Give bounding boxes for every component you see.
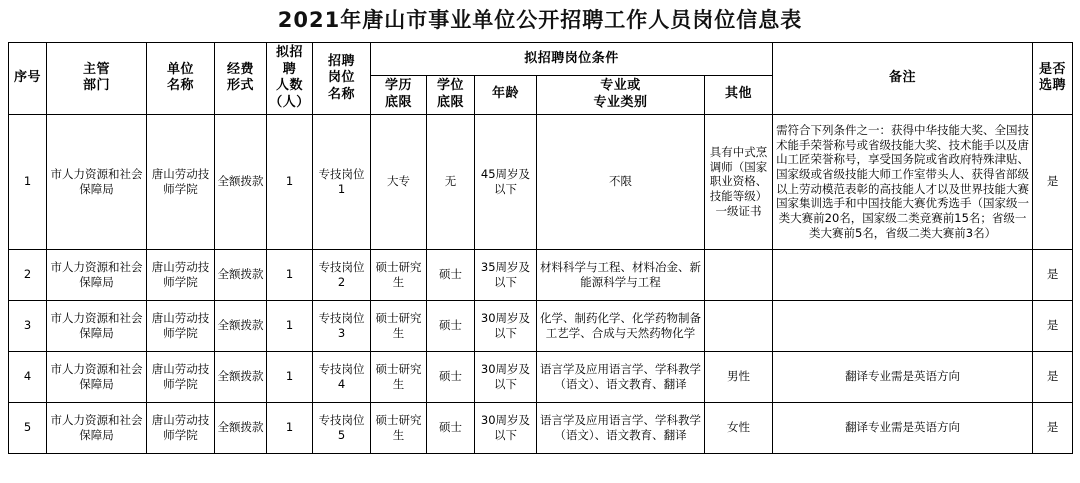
header-other: 其他 [705, 75, 773, 114]
header-post-name [313, 43, 371, 115]
cell-plan-count: 1 [267, 300, 313, 351]
cell-major: 不限 [537, 114, 705, 249]
cell-funding: 全额拨款 [215, 249, 267, 300]
header-selected [1033, 43, 1073, 115]
cell-seq: 2 [9, 249, 47, 300]
header-major-line2: 专业类别 [593, 94, 648, 110]
header-selected-line2: 选聘 [1039, 78, 1067, 94]
cell-post-name: 专技岗位3 [313, 300, 371, 351]
header-post-name-line1: 招聘 [327, 53, 355, 69]
header-post-name-line3: 名称 [327, 86, 355, 102]
cell-remark: 翻译专业需是英语方向 [773, 351, 1033, 402]
header-major [537, 75, 705, 114]
cell-age: 30周岁及以下 [475, 402, 537, 453]
cell-dept: 市人力资源和社会保障局 [47, 249, 147, 300]
cell-other: 女性 [705, 402, 773, 453]
header-dept-line2: 部门 [82, 78, 110, 94]
cell-degree: 硕士 [427, 402, 475, 453]
cell-seq: 1 [9, 114, 47, 249]
header-post-name-line2: 岗位 [327, 70, 355, 86]
cell-unit: 唐山劳动技师学院 [147, 402, 215, 453]
cell-funding: 全额拨款 [215, 300, 267, 351]
table-row [9, 300, 1073, 351]
header-selected-line1: 是否 [1039, 61, 1067, 77]
cell-post-name: 专技岗位5 [313, 402, 371, 453]
header-degree [427, 75, 475, 114]
header-unit-line2: 名称 [166, 78, 194, 94]
table-header-row-1 [9, 43, 1073, 76]
cell-dept: 市人力资源和社会保障局 [47, 351, 147, 402]
cell-funding: 全额拨款 [215, 402, 267, 453]
header-major-line1: 专业或 [600, 78, 641, 94]
cell-degree: 硕士 [427, 249, 475, 300]
cell-other [705, 300, 773, 351]
header-unit [147, 43, 215, 115]
header-seq: 序号 [9, 43, 47, 115]
header-degree-line1: 学位 [436, 78, 464, 94]
cell-remark [773, 249, 1033, 300]
cell-plan-count: 1 [267, 114, 313, 249]
cell-education: 硕士研究生 [371, 351, 427, 402]
header-funding-line1: 经费 [226, 61, 254, 77]
cell-selected: 是 [1033, 402, 1073, 453]
cell-dept: 市人力资源和社会保障局 [47, 114, 147, 249]
cell-plan-count: 1 [267, 351, 313, 402]
cell-other: 具有中式烹调师（国家职业资格、技能等级）一级证书 [705, 114, 773, 249]
page-title: 2021年唐山市事业单位公开招聘工作人员岗位信息表 [277, 8, 803, 32]
cell-remark [773, 300, 1033, 351]
cell-unit: 唐山劳动技师学院 [147, 114, 215, 249]
header-plan-count-line4: （人） [269, 95, 310, 111]
header-degree-line2: 底限 [436, 94, 464, 110]
header-education [371, 75, 427, 114]
cell-other: 男性 [705, 351, 773, 402]
cell-selected: 是 [1033, 351, 1073, 402]
cell-education: 硕士研究生 [371, 300, 427, 351]
cell-seq: 3 [9, 300, 47, 351]
header-conditions-group: 拟招聘岗位条件 [371, 43, 773, 76]
cell-education: 硕士研究生 [371, 249, 427, 300]
header-remark: 备注 [773, 43, 1033, 115]
cell-dept: 市人力资源和社会保障局 [47, 300, 147, 351]
cell-plan-count: 1 [267, 402, 313, 453]
cell-age: 30周岁及以下 [475, 300, 537, 351]
cell-other [705, 249, 773, 300]
header-age: 年龄 [475, 75, 537, 114]
table-row [9, 402, 1073, 453]
job-info-table [8, 42, 1073, 454]
cell-selected: 是 [1033, 249, 1073, 300]
cell-plan-count: 1 [267, 249, 313, 300]
cell-seq: 5 [9, 402, 47, 453]
header-plan-count [267, 43, 313, 115]
cell-education: 硕士研究生 [371, 402, 427, 453]
cell-education: 大专 [371, 114, 427, 249]
cell-major: 语言学及应用语言学、学科教学（语文）、语文教育、翻译 [537, 351, 705, 402]
cell-dept: 市人力资源和社会保障局 [47, 402, 147, 453]
cell-major: 材料科学与工程、材料冶金、新能源科学与工程 [537, 249, 705, 300]
header-funding-line2: 形式 [226, 78, 254, 94]
header-plan-count-line2: 聘 [282, 61, 297, 77]
table-row [9, 351, 1073, 402]
cell-post-name: 专技岗位1 [313, 114, 371, 249]
header-funding [215, 43, 267, 115]
header-education-line2: 底限 [384, 94, 412, 110]
header-education-line1: 学历 [384, 78, 412, 94]
cell-degree: 硕士 [427, 300, 475, 351]
header-unit-line1: 单位 [166, 61, 194, 77]
cell-remark: 需符合下列条件之一：获得中华技能大奖、全国技术能手荣誉称号或省级技能大奖、技术能手以及唐山工匠荣誉称号，享受国务院或省政府特殊津贴、国家级或省级技能大师工作室带头人、获得省部级以上劳动模范表彰的高技能人才以及世界技能大赛国家集训选手和中国技能大赛优秀选手（国家级一类大赛前20名，国家级二类竞赛前15名；省级一类大赛前5名，省级二类大赛前3名） [773, 114, 1033, 249]
cell-seq: 4 [9, 351, 47, 402]
header-plan-count-line1: 拟招 [275, 45, 303, 61]
table-row [9, 249, 1073, 300]
cell-age: 30周岁及以下 [475, 351, 537, 402]
cell-selected: 是 [1033, 300, 1073, 351]
cell-major: 化学、制药化学、化学药物制备工艺学、合成与天然药物化学 [537, 300, 705, 351]
cell-age: 45周岁及以下 [475, 114, 537, 249]
cell-age: 35周岁及以下 [475, 249, 537, 300]
header-dept-line1: 主管 [82, 61, 110, 77]
cell-selected: 是 [1033, 114, 1073, 249]
cell-funding: 全额拨款 [215, 351, 267, 402]
cell-unit: 唐山劳动技师学院 [147, 249, 215, 300]
cell-post-name: 专技岗位2 [313, 249, 371, 300]
cell-unit: 唐山劳动技师学院 [147, 300, 215, 351]
header-plan-count-line3: 人数 [275, 78, 303, 94]
cell-unit: 唐山劳动技师学院 [147, 351, 215, 402]
cell-degree: 无 [427, 114, 475, 249]
table-row [9, 114, 1073, 249]
cell-major: 语言学及应用语言学、学科教学（语文）、语文教育、翻译 [537, 402, 705, 453]
cell-post-name: 专技岗位4 [313, 351, 371, 402]
cell-funding: 全额拨款 [215, 114, 267, 249]
cell-remark: 翻译专业需是英语方向 [773, 402, 1033, 453]
cell-degree: 硕士 [427, 351, 475, 402]
header-dept [47, 43, 147, 115]
